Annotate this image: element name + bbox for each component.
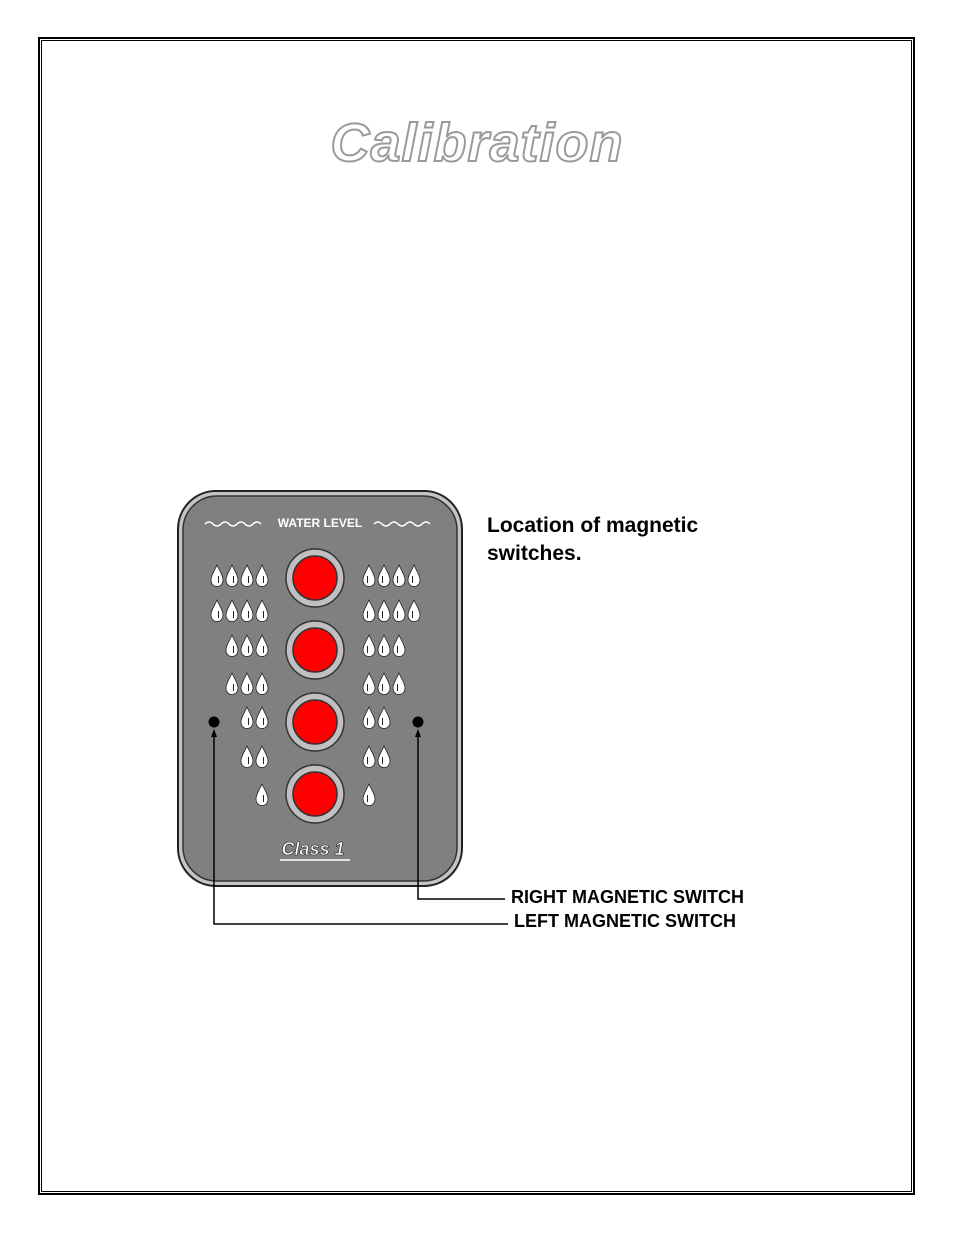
left-switch-label: LEFT MAGNETIC SWITCH bbox=[514, 911, 736, 931]
right-magnetic-switch[interactable] bbox=[413, 717, 424, 728]
indicator-light bbox=[293, 700, 337, 744]
left-magnetic-switch[interactable] bbox=[209, 717, 220, 728]
figure-caption: Location of magnetic switches. bbox=[487, 514, 699, 565]
indicator-light bbox=[293, 772, 337, 816]
right-switch-label: RIGHT MAGNETIC SWITCH bbox=[511, 887, 744, 907]
page-title: Calibration bbox=[330, 113, 624, 173]
indicator-light bbox=[293, 628, 337, 672]
panel-header: WATER LEVEL bbox=[277, 516, 363, 530]
indicator-light bbox=[293, 556, 337, 600]
brand-logo: Class 1 bbox=[281, 839, 345, 859]
